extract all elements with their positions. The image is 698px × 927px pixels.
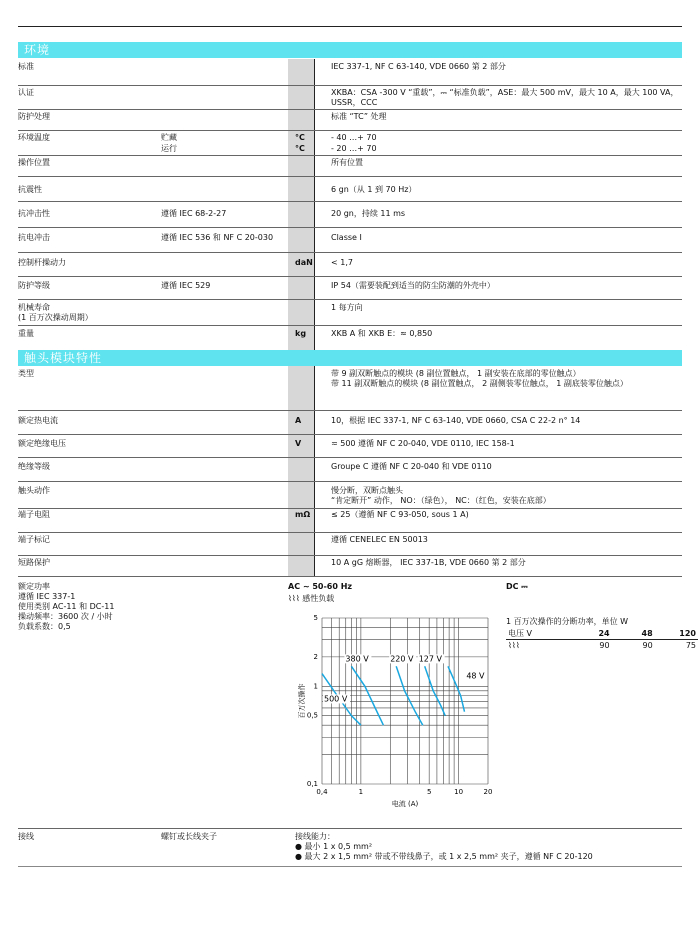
inductive-load-label: ⌇⌇⌇ 感性负载 <box>288 594 335 603</box>
row-sub: 螺钉或长线夹子 <box>161 832 217 841</box>
x-axis-label: 电流 (A) <box>391 800 419 808</box>
series-label: 220 V <box>390 654 414 664</box>
row-value: ≂ 500 遵循 NF C 20-040, VDE 0110, IEC 158-1 <box>331 439 515 448</box>
row-label: 防护等级 <box>18 281 50 290</box>
row-value-2: 带 11 副双断触点的模块 (8 副位置触点， 2 副侧装零位触点， 1 副底装零位触点） <box>331 379 628 388</box>
table-row <box>506 640 698 651</box>
row-unit: daN <box>295 258 313 267</box>
row-value: IEC 337-1, NF C 63-140, VDE 0660 第 2 部分 <box>331 62 506 71</box>
row-label: 抗震性 <box>18 185 42 194</box>
row-sub-storage: 贮藏 <box>161 133 177 142</box>
row-value: ≤ 25（遵循 NF C 93-050, sous 1 A) <box>331 510 469 519</box>
series-label: 380 V <box>345 654 369 664</box>
row-unit: °C <box>295 133 305 142</box>
rating-line: 遵循 IEC 337-1 <box>18 592 76 601</box>
row-label-note: (1 百万次操动周期） <box>18 313 93 322</box>
contact-row-insulation-voltage <box>18 434 682 458</box>
row-label: 触头动作 <box>18 486 50 495</box>
row-label: 额定绝缘电压 <box>18 439 66 448</box>
x-tick-label: 10 <box>454 788 464 796</box>
row-label: 端子标记 <box>18 535 50 544</box>
row-label: 控制杆操动力 <box>18 258 66 267</box>
row-value: 慢分断，双断点触头 <box>331 486 403 495</box>
row-sub-operation: 运行 <box>161 144 177 153</box>
table-cell: 24 <box>598 629 610 638</box>
table-cell: 120 <box>679 629 696 638</box>
ac-life-chart <box>296 606 506 816</box>
table-cell: 90 <box>599 640 610 650</box>
row-value: Groupe C 遵循 NF C 20-040 和 VDE 0110 <box>331 462 492 471</box>
row-label: 重量 <box>18 329 34 338</box>
row-value: IP 54（需要装配到适当的防尘防潮的外壳中） <box>331 281 495 290</box>
row-label: 抗电冲击 <box>18 233 50 242</box>
row-label: 短路保护 <box>18 558 50 567</box>
row-value: 6 gn（从 1 到 70 Hz） <box>331 185 417 194</box>
env-row-mechanical-life <box>18 299 682 326</box>
row-value: 10，根据 IEC 337-1, NF C 63-140, VDE 0660, CSA C 22-2 n° 14 <box>331 416 581 425</box>
contact-row-terminal-marking <box>18 532 682 556</box>
row-value: XKBA：CSA -300 V “重载”，⎓ “标准负载”，ASE：最大 500 mV，最大 10 A，最大 100 VA，USSR，CCC <box>331 88 679 107</box>
section-header-environment: 环境 <box>18 42 682 58</box>
contact-row-short-circuit <box>18 555 682 577</box>
row-value: 10 A gG 熔断器， IEC 337-1B, VDE 0660 第 2 部分 <box>331 558 526 567</box>
y-tick-label: 2 <box>313 652 318 661</box>
wiring-bullet: ● 最大 2 x 1,5 mm² 带或不带线鼻子，或 1 x 2,5 mm² 夹子，遵循 NF C 20-120 <box>295 852 593 861</box>
row-value: 所有位置 <box>331 158 363 167</box>
row-sub: 遵循 IEC 536 和 NF C 20-030 <box>161 233 274 242</box>
section-header-contact-module: 触头模块特性 <box>18 350 682 366</box>
row-value: 1 每方向 <box>331 303 363 312</box>
table-cell: 75 <box>685 640 696 650</box>
row-unit: °C <box>295 144 305 153</box>
y-tick-label: 1 <box>313 682 318 691</box>
row-unit: V <box>295 439 302 448</box>
env-row-lever-force <box>18 252 682 277</box>
rating-line: 额定功率 <box>18 582 50 591</box>
row-label: 端子电阻 <box>18 510 50 519</box>
row-label: 操作位置 <box>18 158 50 167</box>
row-value: 20 gn，持续 11 ms <box>331 209 406 218</box>
x-tick-label: 0,4 <box>316 788 328 796</box>
y-axis-label: 百万次操作 <box>298 683 306 719</box>
x-tick-label: 5 <box>426 788 432 796</box>
row-value: - 20 …+ 70 <box>331 144 377 153</box>
table-cell: ⌇⌇⌇ <box>508 640 520 650</box>
env-row-standard <box>18 59 682 86</box>
row-value: < 1,7 <box>331 258 353 267</box>
env-row-protection-treatment <box>18 109 682 131</box>
y-tick-label: 0,5 <box>306 711 318 720</box>
row-label: 认证 <box>18 88 34 97</box>
env-row-vibration <box>18 176 682 202</box>
row-label: 机械寿命 <box>18 303 50 312</box>
row-label: 接线 <box>18 832 34 841</box>
table-row <box>506 628 698 640</box>
wiring-title: 接线能力： <box>295 832 335 841</box>
x-tick-label: 1 <box>358 788 364 796</box>
row-label: 额定热电流 <box>18 416 58 425</box>
env-row-temperature <box>18 130 682 156</box>
env-row-ip-rating <box>18 276 682 300</box>
series-line <box>448 666 465 711</box>
dc-label: DC ⎓ <box>506 582 528 591</box>
y-tick-label: 5 <box>313 614 318 622</box>
row-unit: kg <box>295 329 307 338</box>
table-cell: 48 <box>641 629 653 638</box>
row-label: 抗冲击性 <box>18 209 50 218</box>
table-cell: 电压 V <box>508 629 533 638</box>
row-value: 带 9 副双断触点的模块 (8 副位置触点， 1 副安装在底部的零位触点） <box>331 369 581 378</box>
contact-row-action <box>18 481 682 509</box>
row-unit: A <box>295 416 302 425</box>
rating-notes <box>18 582 114 632</box>
env-row-operating-position <box>18 155 682 177</box>
dc-table-title: 1 百万次操作的分断功率，单位 W <box>506 617 629 626</box>
table-cell: 90 <box>642 640 653 650</box>
y-tick-label: 0,1 <box>306 780 318 788</box>
contact-row-thermal-current <box>18 410 682 435</box>
series-label: 500 V <box>324 694 348 704</box>
env-row-shock <box>18 201 682 228</box>
bottom-rule <box>18 866 682 867</box>
row-value: Classe I <box>331 233 362 242</box>
rating-line: 操动频率：3600 次 / 小时 <box>18 612 113 621</box>
wiring-row <box>18 828 682 867</box>
env-row-weight <box>18 325 682 347</box>
row-value: - 40 …+ 70 <box>331 133 377 142</box>
env-row-electric-shock <box>18 227 682 253</box>
series-label: 127 V <box>418 654 443 664</box>
row-value: XKB A 和 XKB E：≈ 0,850 <box>331 329 433 338</box>
x-tick-label: 20 <box>483 788 493 796</box>
wiring-bullet: ● 最小 1 x 0,5 mm² <box>295 842 373 851</box>
dc-breaking-table <box>506 628 698 650</box>
contact-row-type <box>18 366 682 411</box>
row-value: 标准 “TC” 处理 <box>331 112 387 121</box>
row-value-2: “肯定断开” 动作， NO：（绿色）， NC：（红色，安装在底部） <box>331 496 551 505</box>
row-value: 遵循 CENELEC EN 50013 <box>331 535 428 544</box>
top-rule <box>18 26 682 27</box>
row-label: 标准 <box>18 62 34 71</box>
series-label: 48 V <box>466 671 485 681</box>
contact-row-terminal-resistance <box>18 508 682 533</box>
row-label: 绝缘等级 <box>18 462 50 471</box>
rating-line: 使用类别 AC-11 和 DC-11 <box>18 602 115 611</box>
row-sub: 遵循 IEC 529 <box>161 281 211 290</box>
ac-label: AC ∼ 50-60 Hz <box>288 582 353 591</box>
row-label: 类型 <box>18 369 34 378</box>
rating-line: 负载系数：0,5 <box>18 622 71 631</box>
row-sub: 遵循 IEC 68-2-27 <box>161 209 227 218</box>
row-label: 防护处理 <box>18 112 50 121</box>
contact-row-insulation-class <box>18 457 682 482</box>
row-label: 环境温度 <box>18 133 50 142</box>
env-row-certification <box>18 85 682 110</box>
row-unit: mΩ <box>295 510 311 519</box>
